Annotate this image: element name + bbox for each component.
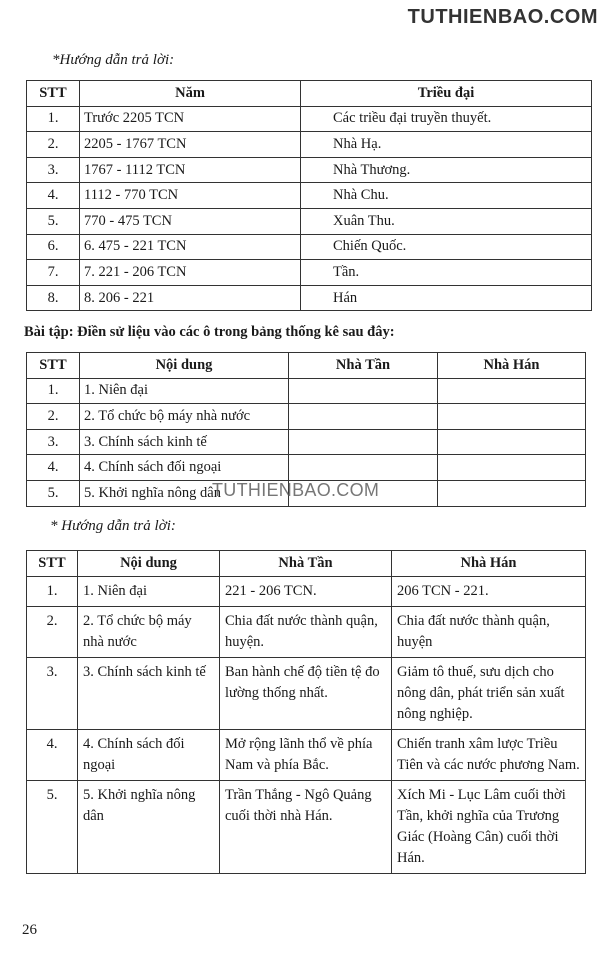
header-han: Nhà Hán xyxy=(438,353,586,379)
cell-qin-blank xyxy=(289,429,438,455)
table-row xyxy=(27,455,586,481)
table-header-row xyxy=(27,551,586,577)
cell-dynasty: Nhà Chu. xyxy=(301,183,592,209)
table-row xyxy=(27,183,592,209)
cell-content: 2. Tổ chức bộ máy nhà nước xyxy=(80,404,289,430)
cell-stt: 5. xyxy=(27,208,80,234)
cell-content: 5. Khởi nghĩa nông dân xyxy=(80,480,289,506)
table-row xyxy=(27,260,592,286)
exercise-heading: Bài tập: Điền sử liệu vào các ô trong bảng thống kê sau đây: xyxy=(24,324,395,340)
site-brand: TUTHIENBAO.COM xyxy=(407,6,598,28)
cell-stt: 3. xyxy=(27,429,80,455)
cell-dynasty: Các triều đại truyền thuyết. xyxy=(301,106,592,132)
dynasty-table xyxy=(26,80,592,311)
header-qin: Nhà Tần xyxy=(220,551,392,577)
cell-han: Xích Mi - Lục Lâm cuối thời Tần, khởi nghĩa của Trương Giác (Hoàng Cân) cuối thời Hán. xyxy=(392,781,586,874)
cell-year: 8. 206 - 221 xyxy=(80,285,301,311)
header-stt: STT xyxy=(27,81,80,107)
cell-year: 7. 221 - 206 TCN xyxy=(80,260,301,286)
table-row xyxy=(27,404,586,430)
table-row xyxy=(27,234,592,260)
cell-year: 2205 - 1767 TCN xyxy=(80,132,301,158)
answer-guide-heading-1: *Hướng dẫn trả lời: xyxy=(52,52,175,68)
header-han: Nhà Hán xyxy=(392,551,586,577)
cell-qin-blank xyxy=(289,378,438,404)
answer-table xyxy=(26,550,586,874)
cell-stt: 2. xyxy=(27,607,78,658)
table-header-row xyxy=(27,353,586,379)
cell-content: 3. Chính sách kinh tế xyxy=(80,429,289,455)
cell-han: 206 TCN - 221. xyxy=(392,577,586,607)
cell-han-blank xyxy=(438,480,586,506)
cell-stt: 4. xyxy=(27,183,80,209)
table-row xyxy=(27,429,586,455)
cell-stt: 1. xyxy=(27,577,78,607)
table-row xyxy=(27,378,586,404)
cell-content: 4. Chính sách đối ngoại xyxy=(80,455,289,481)
cell-han-blank xyxy=(438,455,586,481)
cell-stt: 3. xyxy=(27,658,78,730)
cell-han: Giảm tô thuế, sưu dịch cho nông dân, phát triển sản xuất nông nghiệp. xyxy=(392,658,586,730)
table-row xyxy=(27,730,586,781)
cell-han-blank xyxy=(438,404,586,430)
cell-stt: 2. xyxy=(27,132,80,158)
table-row xyxy=(27,577,586,607)
cell-stt: 7. xyxy=(27,260,80,286)
watermark: TUTHIENBAO.COM xyxy=(212,480,380,500)
cell-qin: 221 - 206 TCN. xyxy=(220,577,392,607)
header-stt: STT xyxy=(27,353,80,379)
cell-stt: 1. xyxy=(27,378,80,404)
table-row xyxy=(27,658,586,730)
table-row xyxy=(27,106,592,132)
cell-han: Chia đất nước thành quận, huyện xyxy=(392,607,586,658)
cell-qin: Trần Thắng - Ngô Quảng cuối thời nhà Hán. xyxy=(220,781,392,874)
header-year: Năm xyxy=(80,81,301,107)
cell-content: 4. Chính sách đối ngoại xyxy=(78,730,220,781)
cell-stt: 1. xyxy=(27,106,80,132)
cell-han-blank xyxy=(438,378,586,404)
cell-han: Chiến tranh xâm lược Triều Tiên và các nước phương Nam. xyxy=(392,730,586,781)
cell-stt: 3. xyxy=(27,157,80,183)
cell-qin: Mở rộng lãnh thổ về phía Nam và phía Bắc. xyxy=(220,730,392,781)
cell-year: 6. 475 - 221 TCN xyxy=(80,234,301,260)
cell-dynasty: Chiến Quốc. xyxy=(301,234,592,260)
cell-year: Trước 2205 TCN xyxy=(80,106,301,132)
cell-qin-blank xyxy=(289,404,438,430)
cell-content: 1. Niên đại xyxy=(78,577,220,607)
page-number: 26 xyxy=(22,922,37,938)
cell-dynasty: Xuân Thu. xyxy=(301,208,592,234)
cell-stt: 5. xyxy=(27,781,78,874)
cell-stt: 2. xyxy=(27,404,80,430)
header-dynasty: Triều đại xyxy=(301,81,592,107)
cell-dynasty: Nhà Thương. xyxy=(301,157,592,183)
cell-stt: 8. xyxy=(27,285,80,311)
table-row xyxy=(27,607,586,658)
cell-content: 5. Khởi nghĩa nông dân xyxy=(78,781,220,874)
header-content: Nội dung xyxy=(78,551,220,577)
cell-year: 770 - 475 TCN xyxy=(80,208,301,234)
cell-dynasty: Nhà Hạ. xyxy=(301,132,592,158)
header-qin: Nhà Tần xyxy=(289,353,438,379)
cell-stt: 5. xyxy=(27,480,80,506)
cell-content: 3. Chính sách kinh tế xyxy=(78,658,220,730)
header-stt: STT xyxy=(27,551,78,577)
table-row xyxy=(27,285,592,311)
cell-qin: Chia đất nước thành quận, huyện. xyxy=(220,607,392,658)
table-header-row xyxy=(27,81,592,107)
header-content: Nội dung xyxy=(80,353,289,379)
cell-qin-blank xyxy=(289,455,438,481)
cell-stt: 4. xyxy=(27,730,78,781)
table-row xyxy=(27,781,586,874)
table-row xyxy=(27,208,592,234)
cell-qin: Ban hành chế độ tiền tệ đo lường thống nhất. xyxy=(220,658,392,730)
cell-dynasty: Hán xyxy=(301,285,592,311)
cell-dynasty: Tần. xyxy=(301,260,592,286)
cell-stt: 4. xyxy=(27,455,80,481)
cell-content: 1. Niên đại xyxy=(80,378,289,404)
cell-stt: 6. xyxy=(27,234,80,260)
cell-year: 1767 - 1112 TCN xyxy=(80,157,301,183)
cell-year: 1112 - 770 TCN xyxy=(80,183,301,209)
table-row xyxy=(27,132,592,158)
cell-content: 2. Tổ chức bộ máy nhà nước xyxy=(78,607,220,658)
table-row xyxy=(27,157,592,183)
cell-han-blank xyxy=(438,429,586,455)
answer-guide-heading-2: * Hướng dẫn trả lời: xyxy=(50,518,176,534)
